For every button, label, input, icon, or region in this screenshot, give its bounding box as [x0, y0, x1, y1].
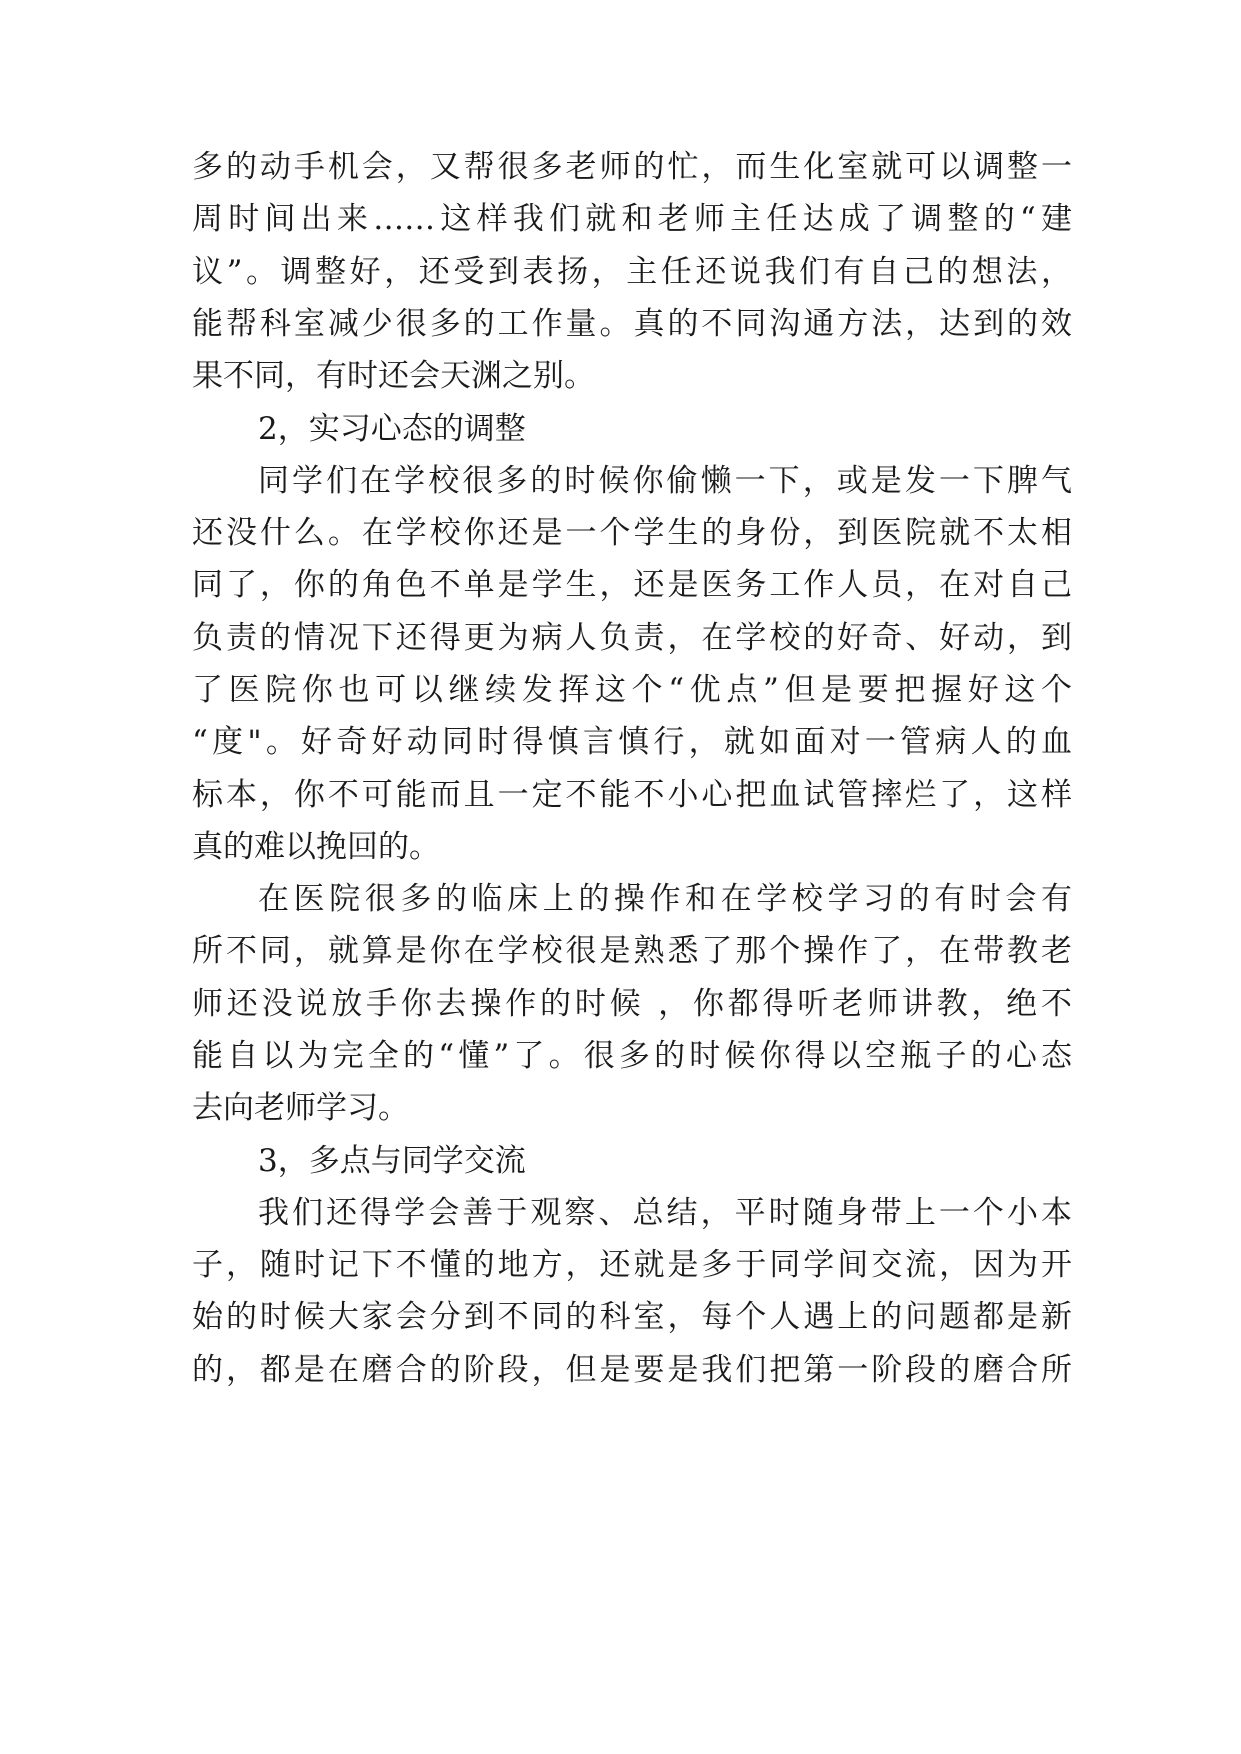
- text-line: 负责的情况下还得更为病人负责，在学校的好奇、好动，到: [192, 620, 1072, 656]
- text-line: 所不同，就算是你在学校很是熟悉了那个操作了，在带教老: [192, 933, 1072, 969]
- text-line: 真的难以挽回的。: [192, 829, 440, 865]
- text-line: 能帮科室减少很多的工作量。真的不同沟通方法，达到的效: [192, 306, 1072, 342]
- text-line: 去向老师学习。: [192, 1090, 409, 1126]
- section-heading: 2，实习心态的调整: [258, 411, 526, 447]
- text-line: 了医院你也可以继续发挥这个“优点”但是要把握好这个: [192, 672, 1072, 708]
- text-line: 的，都是在磨合的阶段，但是要是我们把第一阶段的磨合所: [192, 1352, 1072, 1388]
- text-line: 标本，你不可能而且一定不能不小心把血试管摔烂了，这样: [192, 777, 1072, 813]
- text-line: 同学们在学校很多的时候你偷懒一下，或是发一下脾气: [258, 463, 1072, 499]
- text-line: 能自以为完全的“懂”了。很多的时候你得以空瓶子的心态: [192, 1038, 1072, 1074]
- text-line: 议”。调整好，还受到表扬，主任还说我们有自己的想法，: [192, 254, 1072, 290]
- text-line: 多的动手机会，又帮很多老师的忙，而生化室就可以调整一: [192, 149, 1072, 185]
- text-line: 师还没说放手你去操作的时候 ，你都得听老师讲教，绝不: [192, 986, 1072, 1022]
- text-line: 周时间出来……这样我们就和老师主任达成了调整的“建: [192, 201, 1072, 237]
- text-line: 还没什么。在学校你还是一个学生的身份，到医院就不太相: [192, 515, 1072, 551]
- text-line: 我们还得学会善于观察、总结，平时随身带上一个小本: [258, 1195, 1072, 1231]
- text-line: 在医院很多的临床上的操作和在学校学习的有时会有: [258, 881, 1072, 917]
- text-line: 子，随时记下不懂的地方，还就是多于同学间交流，因为开: [192, 1247, 1072, 1283]
- section-heading: 3，多点与同学交流: [258, 1143, 526, 1179]
- text-line: “度"。好奇好动同时得慎言慎行，就如面对一管病人的血: [192, 724, 1072, 760]
- text-line: 果不同，有时还会天渊之别。: [192, 358, 595, 394]
- text-line: 始的时候大家会分到不同的科室，每个人遇上的问题都是新: [192, 1299, 1072, 1335]
- text-line: 同了，你的角色不单是学生，还是医务工作人员，在对自己: [192, 567, 1072, 603]
